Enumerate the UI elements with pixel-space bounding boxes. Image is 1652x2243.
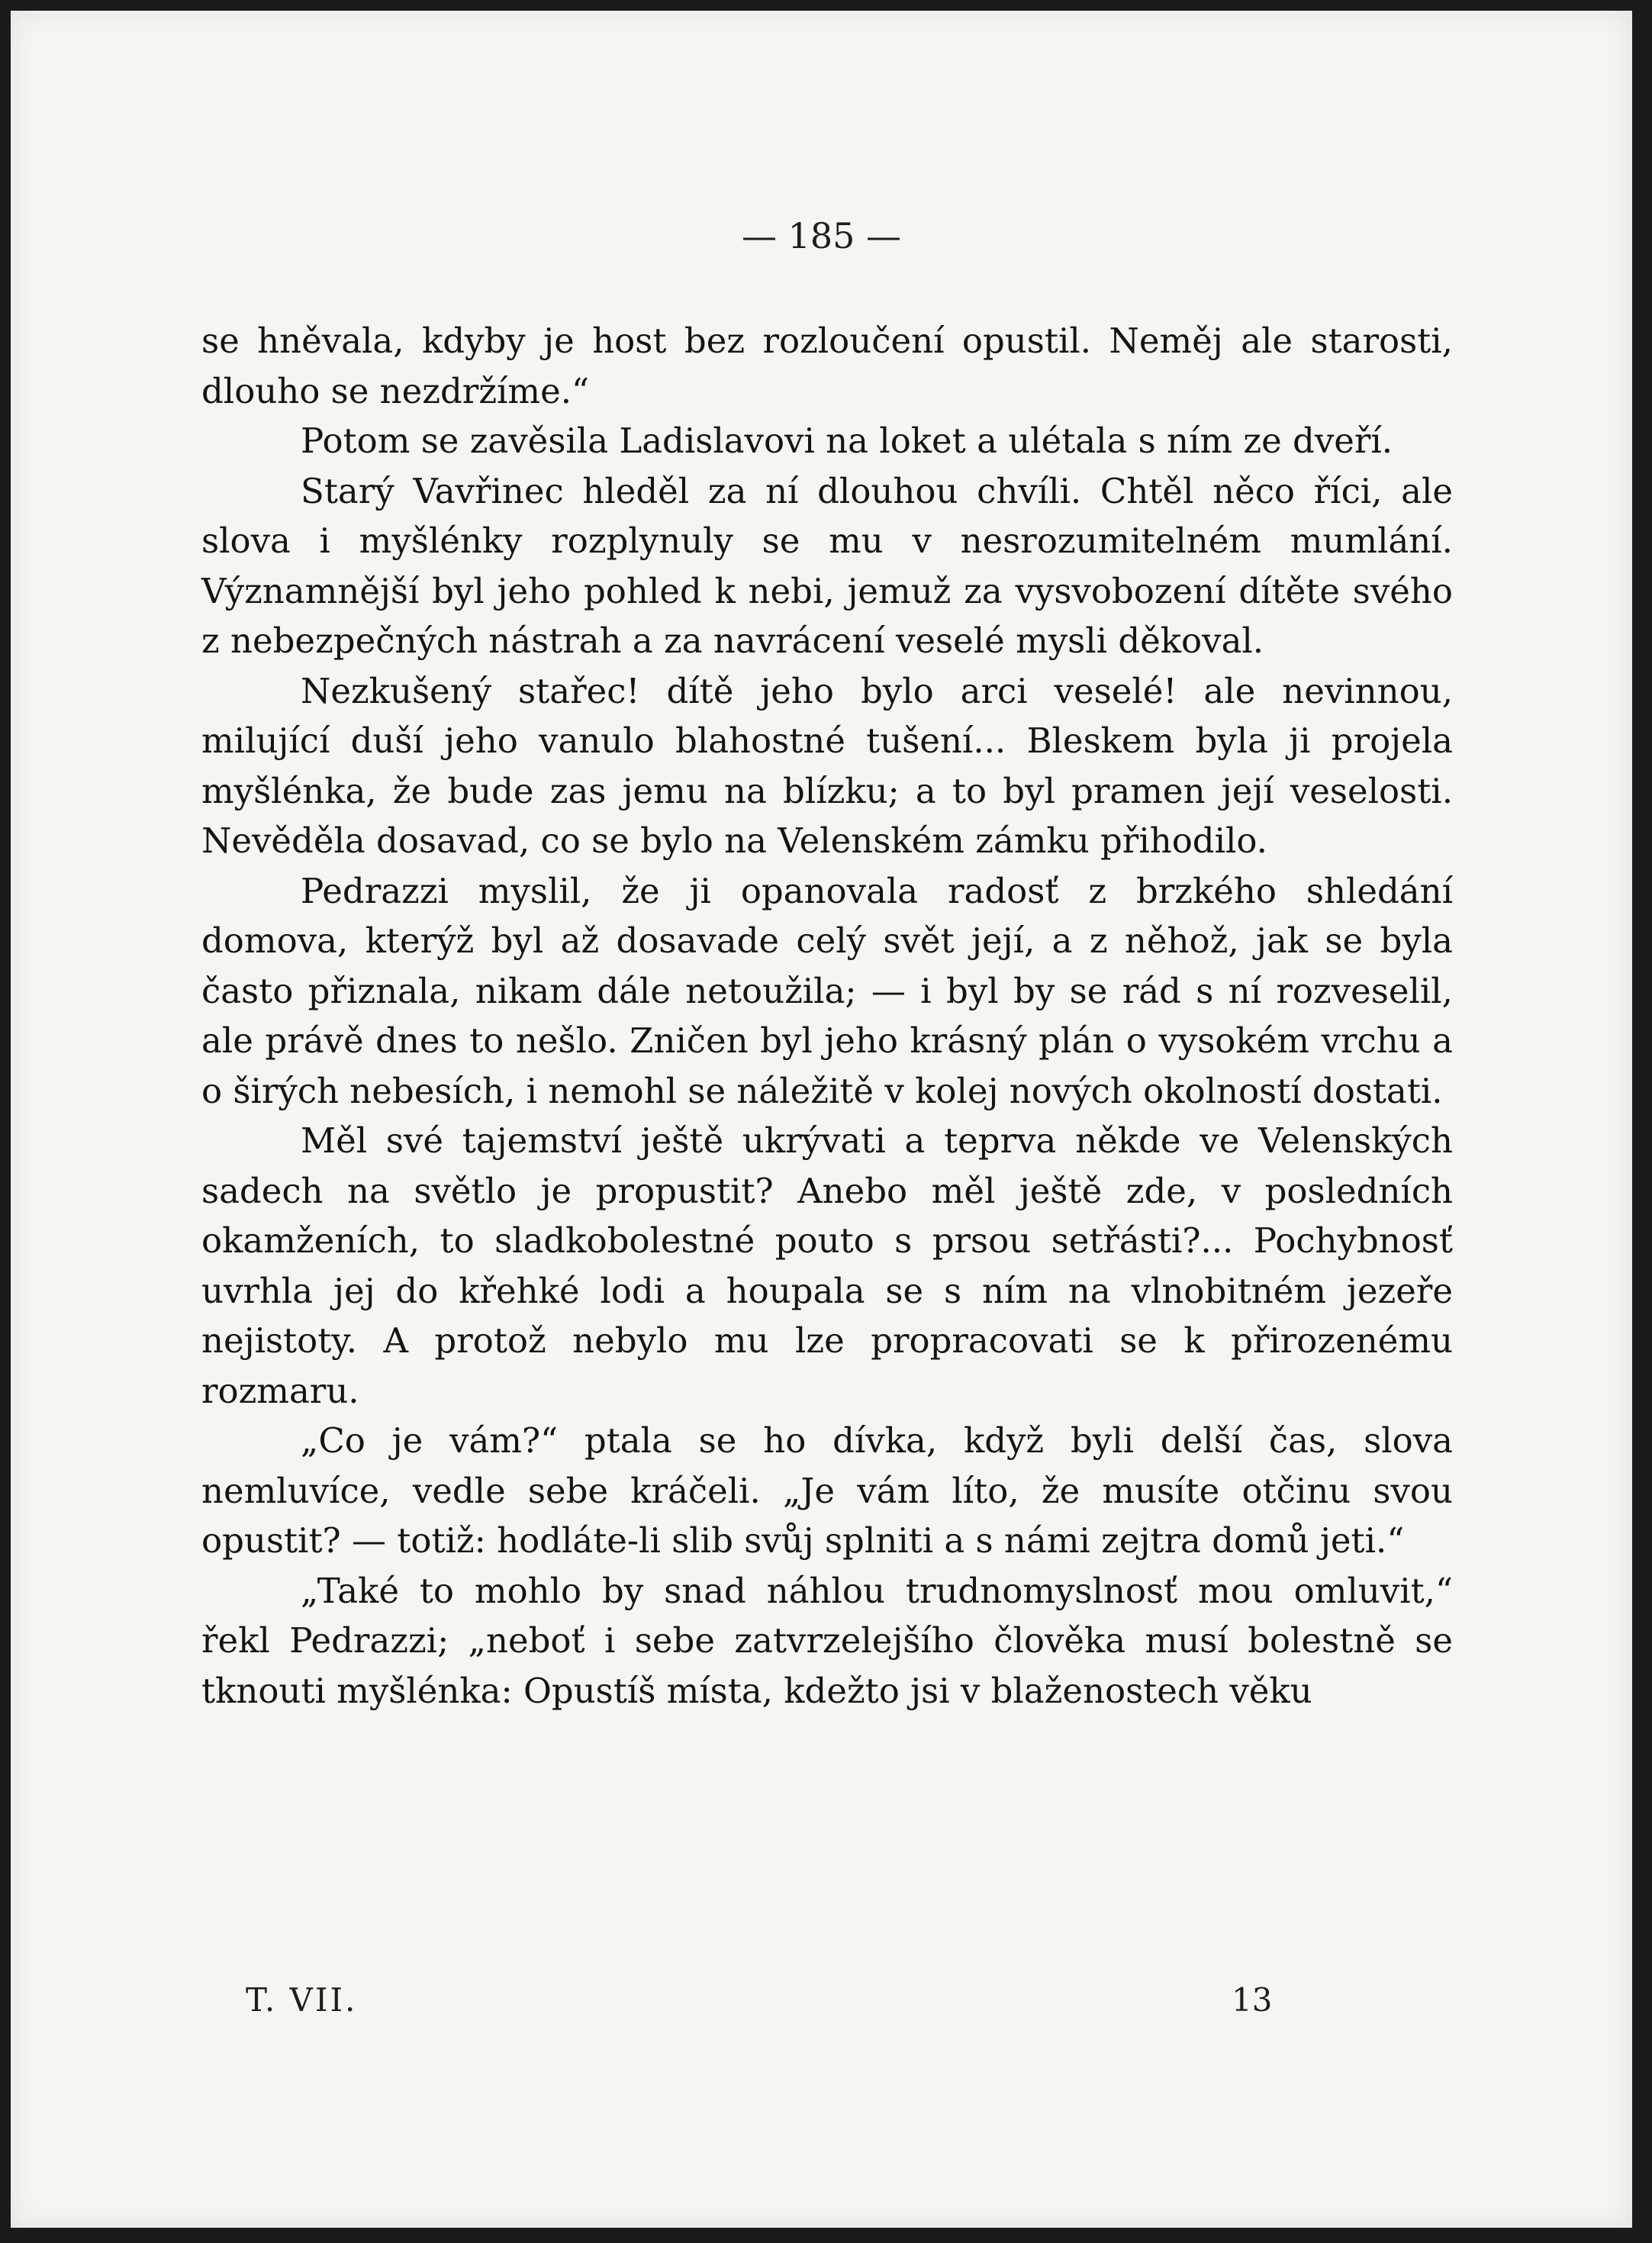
sheet-number: 13 (1232, 1981, 1273, 2019)
book-page (11, 11, 1632, 2228)
signature-mark: T. VII. (246, 1981, 358, 2019)
paragraph: „Co je vám?“ ptala se ho dívka, když byli delší čas, slova nemluvíce, vedle sebe kráčeli. „Je vám líto, že musíte otčinu svou opustit? — totiž: hodláte-li slib svůj splniti a s námi zejtra domů jeti.“ (201, 1420, 1453, 1561)
page-number: — 185 — (741, 215, 902, 256)
body-text (201, 316, 1453, 1716)
paragraph: Nezkušený stařec! dítě jeho bylo arci veselé! ale nevinnou, milující duší jeho vanulo blahostné tušení... Bleskem byla ji projela myšlénka, že bude zas jemu na blízku; a to byl pramen její veselosti. Nevěděla dosavad, co se bylo na Velenském zámku přihodilo. (201, 670, 1453, 861)
paragraph: Potom se zavěsila Ladislavovi na loket a ulétala s ním ze dveří. (301, 421, 1393, 461)
paragraph: Pedrazzi myslil, že ji opanovala radosť z brzkého shledání domova, kterýž byl až dosavade celý svět její, a z něhož, jak se byla často přiznala, nikam dále netoužila; — i byl by se rád s ní rozveselil, ale právě dnes to nešlo. Zničen byl jeho krásný plán o vysokém vrchu a o širých nebesích, i nemohl se náležitě v kolej nových okolností dostati. (201, 870, 1453, 1111)
paragraph: „Také to mohlo by snad náhlou trudnomyslnosť mou omluvit,“ řekl Pedrazzi; „neboť i sebe zatvrzelejšího člověka musí bolestně se tknouti myšlénka: Opustíš místa, kdežto jsi v blaženostech věku (201, 1570, 1453, 1711)
paragraph: Měl své tajemství ještě ukrývati a teprva někde ve Velenských sadech na světlo je propustit? Anebo měl ještě zde, v posledních okamženích, to sladkobolestné pouto s prsou setřásti?... Pochybnosť uvrhla jej do křehké lodi a houpala se s ním na vlnobitném jezeře nejistoty. A protož nebylo mu lze propracovati se k přirozenému rozmaru. (201, 1120, 1453, 1411)
page-footer (11, 1981, 1632, 2027)
paragraph: Starý Vavřinec hleděl za ní dlouhou chvíli. Chtěl něco říci, ale slova i myšlénky rozplynuly se mu v nesrozumitelném mumlání. Významnější byl jeho pohled k nebi, jemuž za vysvobození dítěte svého z nebezpečných nástrah a za navrácení veselé mysli děkoval. (201, 470, 1453, 661)
paragraph: se hněvala, kdyby je host bez rozloučení opustil. Neměj ale starosti, dlouho se nezdržíme.“ (201, 321, 1453, 411)
